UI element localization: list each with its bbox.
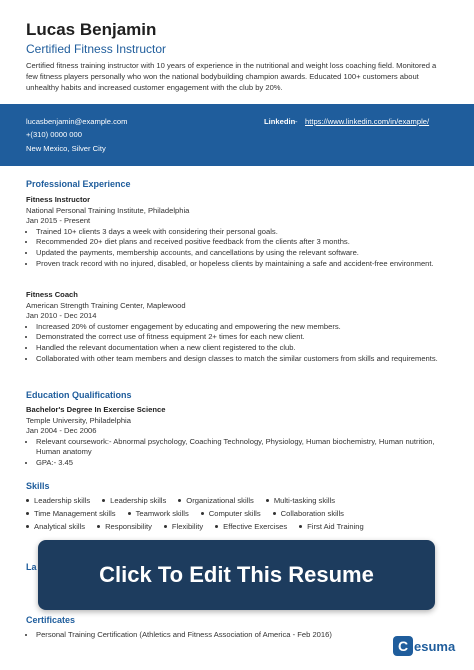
section-heading-skills: Skills [26,481,50,491]
section-heading-languages: La [26,562,37,572]
section-heading-experience: Professional Experience [26,179,131,189]
skill-item [178,494,254,507]
education-dates: Jan 2004 - Dec 2006 [26,426,97,436]
skill-item [164,520,203,533]
job-dates: Jan 2010 - Dec 2014 [26,311,97,321]
skill-label: Time Management skills [34,509,116,518]
certificates-list [26,630,456,641]
bullet-icon [273,512,276,515]
bullet-icon [26,512,29,515]
section-heading-education: Education Qualifications [26,390,132,400]
summary-text: Certified fitness training instructor with 10 years of experience in the nutritional and weight loss coaching field. Monitored a few fitness players personally who won the national bodybuilding champion awards. Educated 100+ customers about unhealthy habits and increased customer engagement with the club by 20%. [26,61,437,92]
bullet-icon [97,525,100,528]
list-item: • GPA:- 3.45 [36,458,456,469]
job-dates: Jan 2015 - Present [26,216,91,226]
certificate-bullets [26,630,456,641]
skill-item [266,494,335,507]
skill-item [128,507,189,520]
job-entry [26,195,456,269]
education-entry [26,405,456,469]
brand-text: esuma [414,638,456,654]
list-item: • Trained 10+ clients 3 days a week with considering their personal goals. [36,227,456,238]
bullet-icon [128,512,131,515]
skill-label: Multi-tasking skills [273,496,335,505]
skills-row [26,494,456,507]
brand-mark-icon: C [393,636,413,656]
degree-title: Bachelor's Degree In Exercise Science [26,405,166,414]
list-item: • Increased 20% of customer engagement by educating and empowering the new members. [36,322,456,333]
skill-item [26,494,90,507]
skill-label: First Aid Training [307,522,364,531]
edit-resume-button[interactable]: Click To Edit This Resume [38,540,435,610]
linkedin-label: Linkedin [264,117,296,126]
contact-location: New Mexico, Silver City [26,144,106,153]
job-bullets [26,322,456,364]
list-item: • Collaborated with other team members and design classes to match the similar customers from skills and requirements. [36,354,456,365]
skill-item [26,507,116,520]
skill-label: Teamwork skills [135,509,189,518]
list-item: • Recommended 20+ diet plans and received positive feedback from the clients after 3 months. [36,237,456,248]
job-org: National Personal Training Institute, Philadelphia [26,205,190,215]
skill-item [299,520,364,533]
skill-item [273,507,344,520]
list-item: • Demonstrated the correct use of fitness equipment 2+ times for each new client. [36,332,456,343]
linkedin-separator: - [295,117,298,126]
skill-label: Organizational skills [186,496,254,505]
skill-label: Computer skills [208,509,261,518]
list-item: • Relevant coursework:- Abnormal psychology, Coaching Technology, Physiology, Human biochemistry, Human nutrition, Human anatomy [36,437,456,458]
skill-label: Collaboration skills [280,509,344,518]
brand-logo [393,636,455,656]
skill-item [215,520,287,533]
linkedin-link[interactable]: https://www.linkedin.com/in/example/ [305,117,430,126]
skill-label: Analytical skills [34,522,86,531]
skill-label: Leadership skills [110,496,167,505]
job-bullets [26,227,456,269]
bullet-icon [299,525,302,528]
job-org: American Strength Training Center, Maplewood [26,300,186,310]
list-item: • Personal Training Certification (Athletics and Fitness Association of America - Feb 2016) [36,630,456,641]
bullet-icon [201,512,204,515]
contact-email[interactable]: lucasbenjamin@example.com [26,117,128,126]
bullet-icon [26,525,29,528]
education-bullets [26,437,456,469]
bullet-icon [26,499,29,502]
bullet-icon [266,499,269,502]
list-item: • Proven track record with no injured, disabled, or hopeless clients by maintaining a safe and accident-free environment. [36,259,456,270]
bullet-icon [164,525,167,528]
school-name: Temple University, Philadelphia [26,415,131,425]
skill-label: Responsibility [105,522,152,531]
skills-row [26,507,456,520]
contact-phone: +(310) 0000 000 [26,130,82,139]
bullet-icon [215,525,218,528]
list-item: • Handled the relevant documentation when a new client registered to the club. [36,343,456,354]
candidate-name: Lucas Benjamin [26,20,157,39]
bullet-icon [102,499,105,502]
skill-item [97,520,152,533]
skill-label: Leadership skills [34,496,91,505]
skill-item [26,520,85,533]
skills-row [26,520,456,533]
contact-band [0,104,474,166]
list-item: • Updated the payments, membership accounts, and cancellations by using the relevant software. [36,248,456,259]
skill-item [102,494,166,507]
job-title: Fitness Coach [26,290,78,299]
candidate-title: Certified Fitness Instructor [26,42,167,56]
section-heading-certificates: Certificates [26,615,76,625]
skill-item [201,507,261,520]
skill-label: Flexibility [171,522,204,531]
bullet-icon [178,499,181,502]
job-title: Fitness Instructor [26,195,91,204]
skills-list [26,494,456,533]
skill-label: Effective Exercises [223,522,288,531]
job-entry [26,290,456,364]
